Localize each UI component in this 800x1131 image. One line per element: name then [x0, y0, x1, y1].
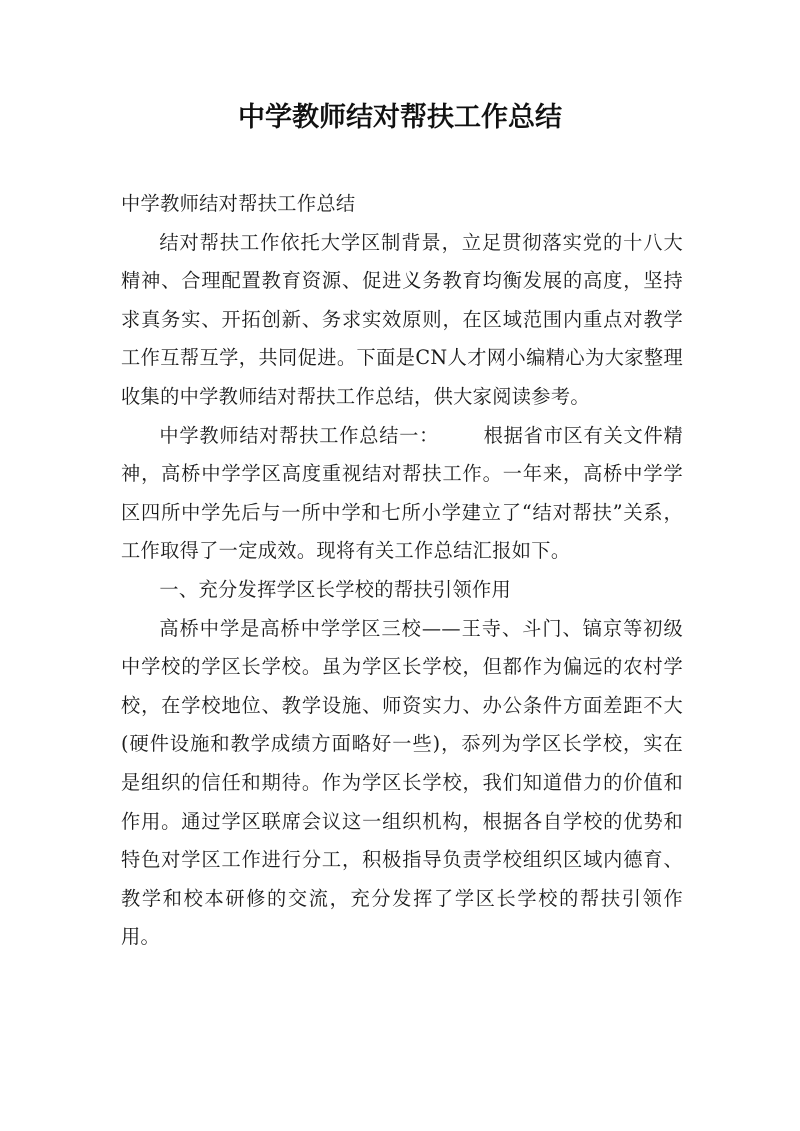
summary-one-text: 根据省市区有关文件精神，高桥中学学区高度重视结对帮扶工作。一年来，高桥中学学区四所中学先后与一所中学和七所小学建立了“结对帮扶”关系，工作取得了一定成效。现将有关工作总结汇报如下。 [121, 423, 684, 563]
document-body [121, 185, 683, 957]
summary-one-paragraph [121, 417, 683, 571]
summary-one-lead: 中学教师结对帮扶工作总结一： [159, 423, 440, 447]
document-title: 中学教师结对帮扶工作总结 [238, 102, 562, 133]
section-heading: 一、充分发挥学区长学校的帮扶引领作用 [159, 577, 512, 601]
intro-paragraph: 结对帮扶工作依托大学区制背景，立足贯彻落实党的十八大精神、合理配置教育资源、促进义务教育均衡发展的高度，坚持求真务实、开拓创新、务求实效原则，在区域范围内重点对教学工作互帮互学，共同促进。下面是CN人才网小编精心为大家整理收集的中学教师结对帮扶工作总结，供大家阅读参考。 [121, 230, 683, 408]
subtitle-paragraph: 中学教师结对帮扶工作总结 [121, 192, 356, 215]
section-paragraph: 高桥中学是高桥中学学区三校——王寺、斗门、镐京等初级中学校的学区长学校。虽为学区长学校，但都作为偏远的农村学校，在学校地位、教学设施、师资实力、办公条件方面差距不大(硬件设施和教学成绩方面略好一些)，忝列为学区长学校，实在是组织的信任和期待。作为学区长学校，我们知道借力的价值和作用。通过学区联席会议这一组织机构，根据各自学校的优势和特色对学区工作进行分工，积极指导负责学校组织区域内德育、教学和校本研修的交流，充分发挥了学区长学校的帮扶引领作用。 [121, 616, 683, 949]
